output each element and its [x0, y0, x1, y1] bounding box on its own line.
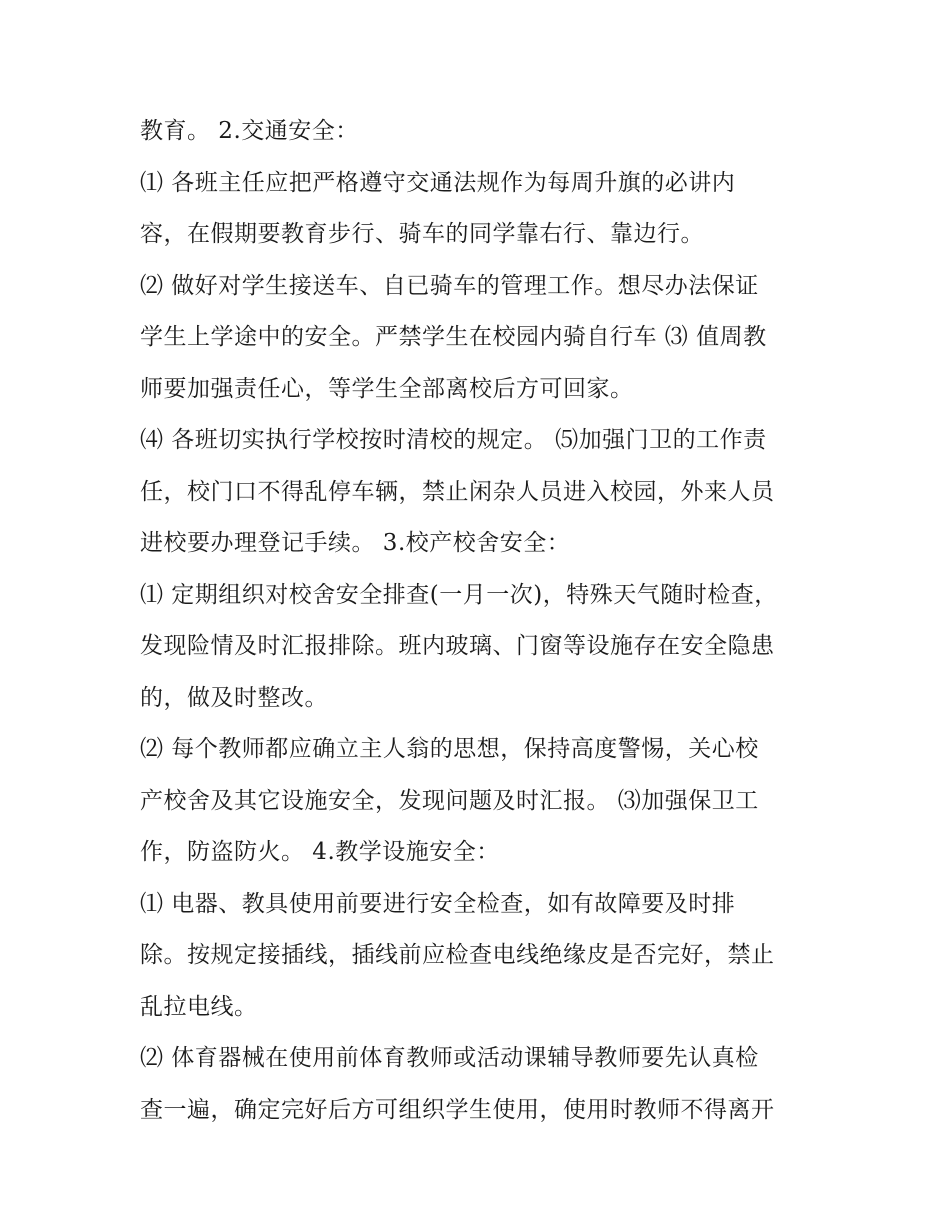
text-line: 进校要办理登记手续。 3.校产校舍安全： — [140, 530, 571, 556]
text-line: 产校舍及其它设施安全，发现问题及时汇报。 ⑶加强保卫工 — [140, 787, 759, 814]
text-line: 容，在假期要教育步行、骑车的同学靠右行、靠边行。 — [140, 221, 704, 247]
text-line: 教育。 2.交通安全： — [140, 118, 359, 144]
text-line: 乱拉电线。 — [140, 993, 258, 1020]
text-line: 查一遍，确定完好后方可组织学生使用，使用时教师不得离开 — [140, 1096, 775, 1123]
text-line: ⑴ 定期组织对校舍安全排查(一月一次)，特殊天气随时检查， — [140, 581, 778, 608]
text-line: 除。按规定接插线，插线前应检查电线绝缘皮是否完好，禁止 — [140, 942, 775, 968]
text-line: ⑵ 体育器械在使用前体育教师或活动课辅导教师要先认真检 — [140, 1045, 759, 1071]
text-line: 学生上学途中的安全。严禁学生在校园内骑自行车 ⑶ 值周教 — [140, 324, 767, 350]
text-line: 任，校门口不得乱停车辆，禁止闲杂人员进入校园，外来人员 — [140, 478, 775, 505]
document-body — [140, 108, 840, 1138]
text-line: ⑴ 各班主任应把严格遵守交通法规作为每周升旗的必讲内 — [140, 169, 736, 196]
text-line: 作，防盗防火。 4.教学设施安全： — [140, 839, 500, 865]
text-line: ⑵ 每个教师都应确立主人翁的思想，保持高度警惕，关心校 — [140, 736, 759, 762]
text-line: ⑵ 做好对学生接送车、自已骑车的管理工作。想尽办法保证 — [140, 272, 759, 299]
text-line: 师要加强责任心，等学生全部离校后方可回家。 — [140, 375, 634, 402]
text-line: 发现险情及时汇报排除。班内玻璃、门窗等设施存在安全隐患 — [140, 633, 775, 659]
text-line: ⑴ 电器、教具使用前要进行安全检查，如有故障要及时排 — [140, 890, 736, 917]
text-line: ⑷ 各班切实执行学校按时清校的规定。 ⑸加强门卫的工作责 — [140, 427, 767, 453]
text-line: 的，做及时整改。 — [140, 684, 328, 711]
